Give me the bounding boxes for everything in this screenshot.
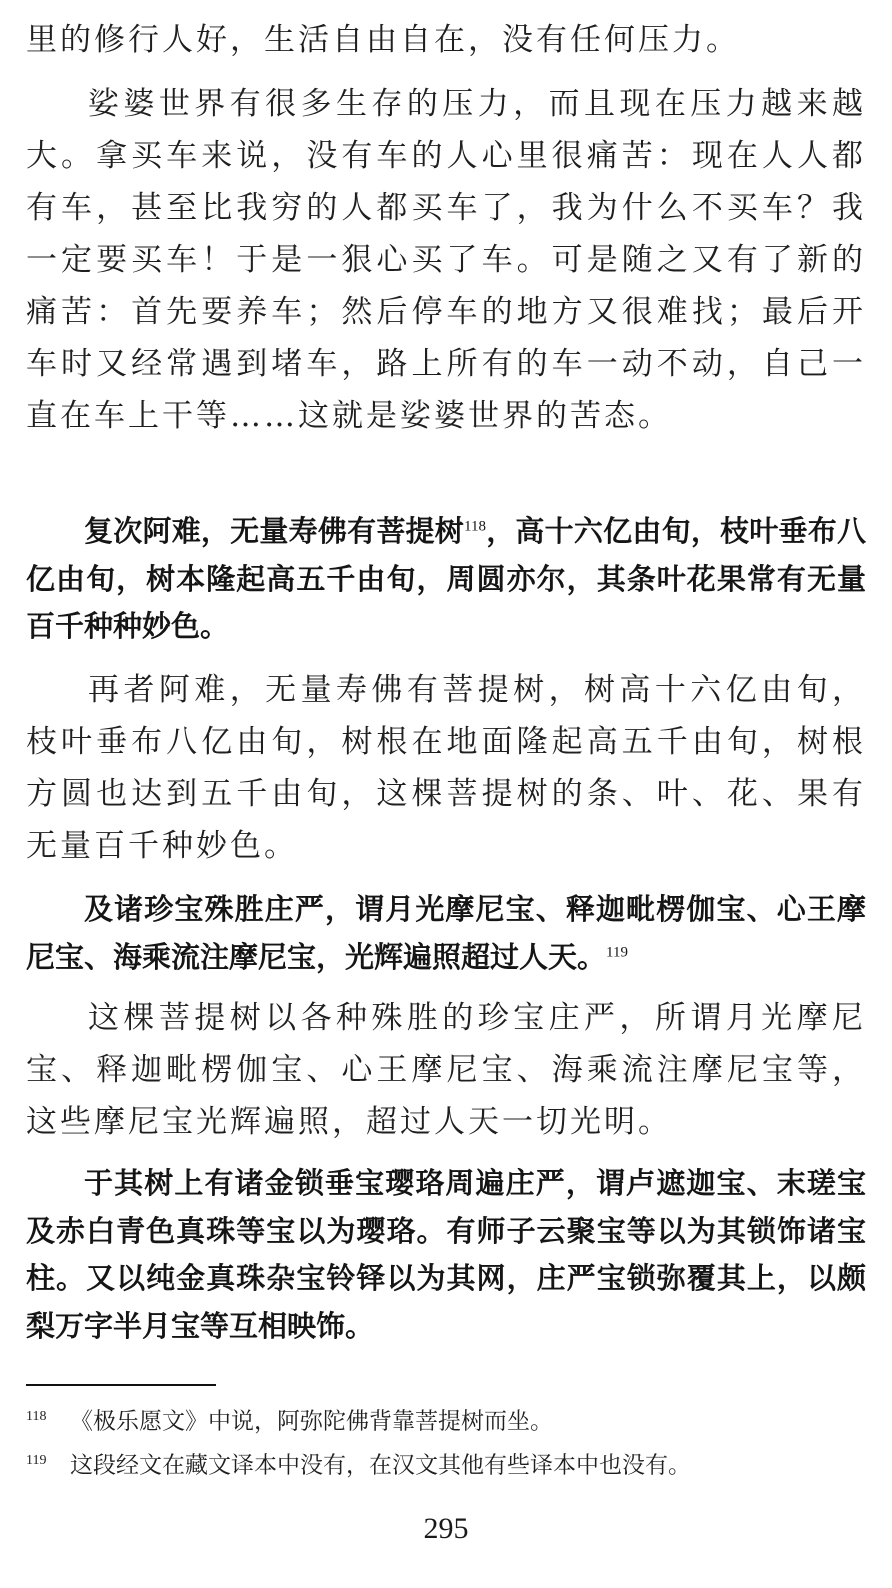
commentary-paragraph-continued: 里的修行人好，生活自由自在，没有任何压力。 [26,22,740,58]
footnote-divider [26,1384,216,1386]
footnote-ref-119[interactable]: 119 [606,943,628,960]
page-number: 295 [423,1512,469,1545]
footnote-number: 119 [26,1453,47,1468]
commentary-paragraph-bodhi-tree: 再者阿难，无量寿佛有菩提树，树高十六亿由旬，枝叶垂布八亿由旬，树根在地面隆起高五千由旬，树根方圆也达到五千由旬，这棵菩提树的条、叶、花、果有无量百千种妙色。 [26,672,866,864]
footnote-119 [26,1446,691,1481]
book-page [26,0,866,1588]
sutra-text: 及诸珍宝殊胜庄严，谓月光摩尼宝、释迦毗楞伽宝、心王摩尼宝、海乘流注摩尼宝，光辉遍照超过人天。 [26,892,866,974]
footnote-number: 118 [26,1409,47,1424]
footnote-text: 《极乐愿文》中说，阿弥陀佛背靠菩提树而坐。 [70,1408,553,1435]
sutra-text: 复次阿难，无量寿佛有菩提树 [84,514,465,548]
footnote-118 [26,1402,553,1437]
sutra-paragraph-bodhi-tree [26,508,866,651]
footnote-text: 这段经文在藏文译本中没有，在汉文其他有些译本中也没有。 [70,1452,691,1479]
sutra-paragraph-jewels [26,886,866,981]
footnote-ref-118[interactable]: 118 [464,518,486,535]
sutra-text: ，高十六亿由旬，枝叶垂布八亿由旬，树本隆起高五千由旬，周圆亦尔，其条叶花果常有无量百千种种妙色。 [26,514,866,643]
sutra-paragraph-golden-chains: 于其树上有诸金锁垂宝璎珞周遍庄严，谓卢遮迦宝、末瑳宝及赤白青色真珠等宝以为璎珞。有师子云聚宝等以为其锁饰诸宝柱。又以纯金真珠杂宝铃铎以为其网，庄严宝锁弥覆其上，以颇梨万字半月宝等互相映饰。 [26,1166,866,1343]
commentary-paragraph-saha-world: 娑婆世界有很多生存的压力，而且现在压力越来越大。拿买车来说，没有车的人心里很痛苦：现在人人都有车，甚至比我穷的人都买车了，我为什么不买车？我一定要买车！于是一狠心买了车。可是随之又有了新的痛苦：首先要养车；然后停车的地方又很难找；最后开车时又经常遇到堵车，路上所有的车一动不动，自己一直在车上干等……这就是娑婆世界的苦态。 [26,86,866,434]
commentary-paragraph-jewels: 这棵菩提树以各种殊胜的珍宝庄严，所谓月光摩尼宝、释迦毗楞伽宝、心王摩尼宝、海乘流注摩尼宝等，这些摩尼宝光辉遍照，超过人天一切光明。 [26,1000,866,1140]
